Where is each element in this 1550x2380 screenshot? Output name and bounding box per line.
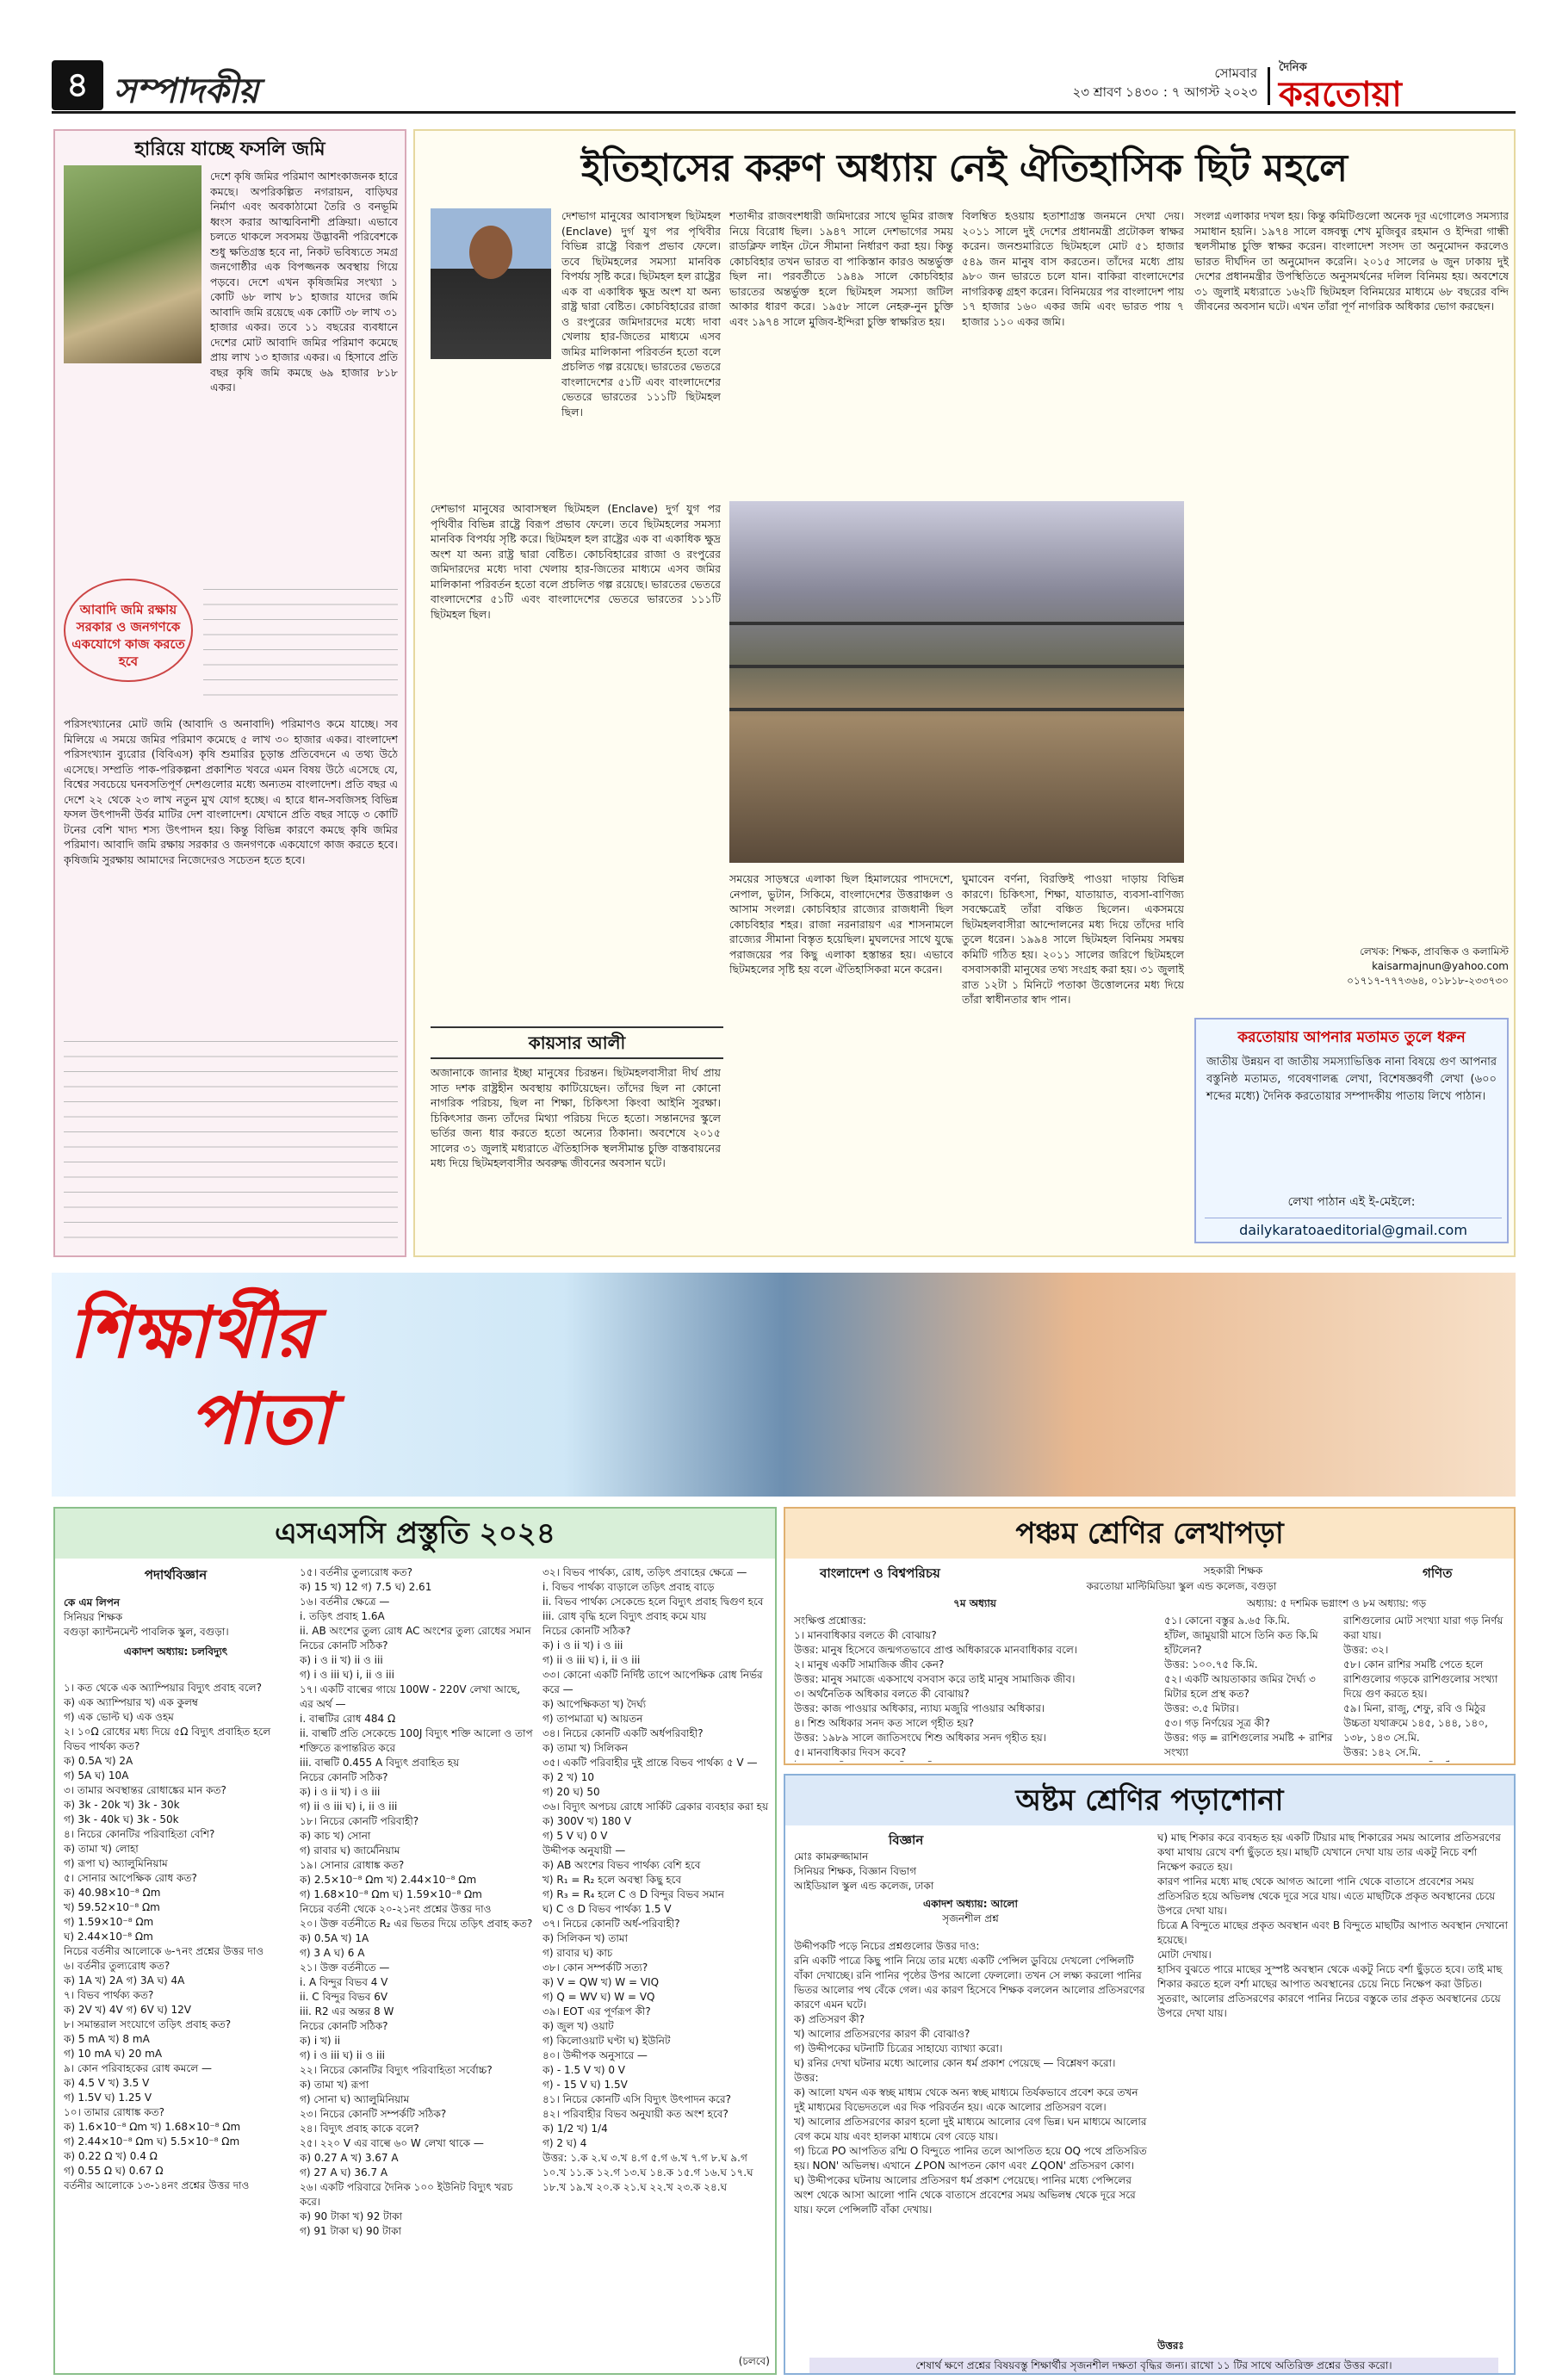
question-line: গ) 20 ঘ) 50	[542, 1786, 600, 1798]
ssc-teacher: কে এম লিপন	[64, 1596, 121, 1608]
question-line: ii. বিভব পার্থক্য সেকেন্ডে হলে বিদ্যুৎ প্রবাহ দ্বিগুণ হবে	[542, 1596, 764, 1608]
question-line: গ) 27 A ঘ) 36.7 A	[300, 2166, 388, 2179]
masthead-divider	[1268, 67, 1270, 105]
question-line: ৫১। কোনো বস্তুর ৯.৬৫ কি.মি.	[1164, 1615, 1290, 1627]
newspaper-logo	[1279, 61, 1511, 115]
question-line: i. বিভব পার্থক্য বাড়ালে তড়িৎ প্রবাহ বাড়ে	[542, 1581, 715, 1593]
question-line: রনি একটি পাত্রে কিছু পানি নিয়ে তার মধ্যে একটি পেন্সিল ডুবিয়ে দেখলো পেন্সিলটি বাঁকা দেখাচ্ছে। রনি পানির পৃষ্ঠের উপর আলো ফেললো। তখন সে লক্ষ্য করলো পানির ভিতর আলোর পথ বেঁকে গেল। এর কারণ হিসেবে শিক্ষক বললেন আলোর প্রতিসরণের কারণে এমন ঘটে।	[794, 1955, 1145, 2011]
question-line: ২৩। নিচের কোনটি সম্পর্কটি সঠিক?	[300, 2108, 447, 2120]
question-line: ৩। অর্থনৈতিক অধিকার বলতে কী বোঝায়?	[794, 1688, 970, 1700]
article-col1-top: দেশভাগ মানুষের আবাসস্থল ছিটমহল (Enclave) দুর্গ যুগ পর পৃথিবীর বিভিন্ন রাষ্ট্রে বিরূপ প্রভাব ফেলে। তবে ছিটমহলের সমস্যা মানবিক বিপর্যয় সৃষ্টি করে। ছিটমহল হল রাষ্ট্রের এক বা একাধিক ক্ষুদ্র অংশ যা অন্য রাষ্ট্র দ্বারা বেষ্টিত। কোচবিহারের রাজা ও রংপুরের জমিদারদের মধ্যে দাবা খেলায় হার-জিতের মাধ্যমে এসব জমির মালিকানা পরিবর্তন হতো বলে প্রচলিত গল্প রয়েছে। ভারতের ভেতরে বাংলাদেশের ৫১টি এবং বাংলাদেশের ভেতরে ভারতের ১১১টি ছিটমহল ছিল।	[561, 209, 721, 418]
feature-body-lines	[64, 1031, 398, 1250]
class-five-subject-left: বাংলাদেশ ও বিশ্বপরিচয়	[820, 1565, 940, 1581]
question-line: গ) এক ভোল্ট ঘ) এক ওহম	[64, 1711, 174, 1723]
question-line: ১৯। সোনার রোধাঙ্ক কত?	[300, 1859, 405, 1871]
question-line: ৮। সমান্তরাল সংযোগে তড়িৎ প্রবাহ কত?	[64, 2018, 232, 2030]
question-line: ক) 0.27 A খ) 3.67 A	[300, 2152, 399, 2164]
article-bottom-col1: সময়ের সাড়ম্বরে এলাকা ছিল হিমালয়ের পাদদেশে, নেপাল, ভুটান, সিকিমে, বাংলাদেশের উত্তরাঞ্চল ও আসাম সংলগ্ন। কোচবিহার রাজ্যের রাজধানী ছিল কোচবিহার শহর। রাজা নরনারায়ণ এর শাসনামলে রাজ্যের সীমানা বিস্তৃত হয়েছিল। মুঘলদের সাথে যুদ্ধে পরাজয়ের পর কিছু এলাকা হস্তান্তর হয়। এভাবে ছিটমহলের সৃষ্টি হয় বলে ঐতিহাসিকরা মনে করেন।	[729, 872, 953, 976]
ssc-title: এসএসসি প্রস্তুতি ২০২৪	[55, 1509, 775, 1559]
question-line: ৩৫। একটি পরিবাহীর দুই প্রান্তে বিভব পার্থক্য ৫ V —	[542, 1757, 758, 1769]
ssc-school: বগুড়া ক্যান্টনমেন্ট পাবলিক স্কুল, বগুড়া।	[64, 1626, 229, 1638]
class-five-title: পঞ্চম শ্রেণির লেখাপড়া	[785, 1509, 1514, 1559]
question-line: গ) 3 A ঘ) 6 A	[300, 1947, 365, 1959]
class-eight-school: আইডিয়াল স্কুল এন্ড কলেজ, ঢাকা	[794, 1880, 934, 1892]
question-line: কারণ পানির মধ্যে মাছ থেকে আগত আলো পানি থেকে বাতাসে প্রবেশের সময় প্রতিসরিত হয়ে অভিলম্ব থেকে দূরে সরে যায়। এতে মাছটিকে প্রকৃত অবস্থানের চেয়ে উপরে দেখা যায়।	[1157, 1875, 1496, 1917]
question-line: গ) 1.68×10⁻⁸ Ωm ঘ) 1.59×10⁻⁸ Ωm	[300, 1888, 482, 1900]
question-line: উত্তর: ৩.৫ মিটার।	[1164, 1702, 1239, 1714]
question-line: ১০। তামার রোধাঙ্ক কত?	[64, 2106, 164, 2118]
class-eight-left-column	[794, 1939, 1147, 2352]
question-line: উত্তর: মানুষ হিসেবে জন্মগতভাবে প্রাপ্ত অধিকারকে মানবাধিকার বলে।	[794, 1644, 1078, 1656]
author-name: কায়সার আলী	[431, 1026, 723, 1059]
class-eight-teacher-role: সিনিয়র শিক্ষক, বিজ্ঞান বিভাগ	[794, 1865, 917, 1877]
author-credit	[1194, 945, 1509, 989]
question-line: i. A বিন্দুর বিভব 4 V	[300, 1976, 388, 1988]
question-line: উত্তর: ১০০.৭৫ কি.মি.	[1164, 1658, 1258, 1670]
class-five-subject-right: গণিত	[1423, 1565, 1453, 1581]
question-line: গ) - 15 V ঘ) 1.5V	[542, 2079, 628, 2091]
question-line: গ) Q = WV ঘ) W = VQ	[542, 1991, 655, 2003]
question-line: ঘ) 2.44×10⁻⁸ Ωm	[64, 1931, 153, 1943]
question-line: ২৪। বিদ্যুৎ প্রবাহ কাকে বলে?	[300, 2123, 419, 2135]
class-five-right-column	[1164, 1614, 1336, 1762]
question-line: ২। মানুষ একটি সামাজিক জীব কেন?	[794, 1658, 945, 1670]
question-line: ১৫। বর্তনীর তুল্যরোধ কত?	[300, 1566, 413, 1578]
question-line: ক) 2.5×10⁻⁸ Ωm খ) 2.44×10⁻⁸ Ωm	[300, 1874, 477, 1886]
feature-body: পরিসংখ্যানের মোট জমি (আবাদি ও অনাবাদি) পরিমাণও কমে যাচ্ছে। সব মিলিয়ে এ সময়ে জমির পরিমাণ কমেছে ৫ লাখ ৩০ হাজার একর। বাংলাদেশ পরিসংখ্যান ব্যুরোর (বিবিএস) কৃষি শুমারির চূড়ান্ত প্রতিবেদনে এ তথ্য উঠে এসেছে। সম্প্রতি পাক-পরিকল্পনা প্রকাশিত খবরে এমন বিষয় উঠে এসেছে যে, বিশ্বের সবচেয়ে ঘনবসতিপূর্ণ দেশগুলোর মধ্যে অন্যতম বাংলাদেশ। প্রতি বছর এ দেশে ২২ থেকে ২৩ লাখ নতুন মুখ যোগ হচ্ছে। এ হারে ধান-সবজিসহ বিভিন্ন ফসল উৎপাদনী উর্বর মাটির দেশ বাংলাদেশ। যেখানে প্রতি বছর সাড়ে ৩ কোটি টনের বেশি খাদ্য শস্য উৎপাদন হয়। কিন্তু বিভিন্ন কারণে কমছে কৃষি জমির পরিমাণ। আবাদি জমি রক্ষায় সরকার ও জনগণকে একযোগে কাজ করতে হবে। কৃষিজমি সুরক্ষায় আমাদের নিজেদেরও সচেতন হতে হবে।	[64, 717, 398, 866]
feature-intro: দেশে কৃষি জমির পরিমাণ আশংকাজনক হারে কমছে। অপরিকল্পিত নগরায়ন, বাড়িঘর নির্মাণ এবং অবকাঠামো তৈরি ও বনভূমি ধ্বংস করার আত্মবিনাশী প্রক্রিয়া। এভাবে চলতে থাকলে সবসময় উদ্ভাবনী পরিবেশকে শুধু ক্ষতিগ্রস্ত হবে না, নিকট ভবিষ্যতে সমগ্র জনগোষ্ঠীর এক বিপজ্জনক অবস্থায় গিয়ে পড়বে। দেশে এখন কৃষিজমির সংখ্যা ১ কোটি ৬৮ লাখ ৮১ হাজার যাদের জমি আবাদি জমি রয়েছে এক কোটি ৩৮ লাখ ৩১ হাজার একর। তবে ১১ বছরের ব্যবধানে দেশের মোট আবাদি জমির পরিমাণ কমেছে প্রায় লাখ ১৩ হাজার একর। এ হিসাবে প্রতি বছর কৃষি জমি কমছে ৬৯ হাজার ৮১৮ একর।	[210, 170, 398, 394]
ssc-byline	[64, 1565, 288, 1659]
question-line: ক) 2V খ) 4V গ) 6V ঘ) 12V	[64, 2004, 191, 2016]
question-line: রাশিগুলোর মোট সংখ্যা যারা গড় নির্ণয় করা যায়।	[1343, 1615, 1504, 1641]
article-col1-bottom: অজানাকে জানার ইচ্ছা মানুষের চিরন্তন। ছিটমহলবাসীরা দীর্ঘ প্রায় সাত দশক রাষ্ট্রহীন অবস্থায় কাটিয়েছেন। তাঁদের ছিল না কোনো নাগরিক পরিচয়, ছিল না শিক্ষা, চিকিৎসা কিংবা আইনি সুরক্ষা। চিকিৎসার জন্য তাঁদের মিথ্যা পরিচয় দিতে হতো। সন্তানদের স্কুলে ভর্তির জন্য ধার করতে হতো অন্যের ঠিকানা। অবশেষে ২০১৫ সালের ৩১ জুলাই মধ্যরাতে ঐতিহাসিক স্থলসীমান্ত চুক্তি বাস্তবায়নের মধ্য দিয়ে ছিটমহলবাসীর অবরুদ্ধ জীবনের অবসান ঘটে।	[431, 1066, 721, 1169]
class-eight-title: অষ্টম শ্রেণির পড়াশোনা	[785, 1776, 1514, 1825]
question-line: ক) 1.6×10⁻⁸ Ωm খ) 1.68×10⁻⁸ Ωm	[64, 2121, 241, 2133]
question-line: ৩। তামার অবস্থান্তর রোধাঙ্কের মান কত?	[64, 1784, 226, 1796]
question-line: গ) 2 ঘ) 4	[542, 2137, 587, 2149]
question-line: ২। ১০Ω রোধের মধ্য দিয়ে ৫Ω বিদ্যুৎ প্রবাহিত হলে বিভব পার্থক্য কত?	[64, 1726, 271, 1752]
question-line: ক) 1/2 খ) 1/4	[542, 2123, 608, 2135]
question-line: গ) তাপমাত্রা ঘ) আয়তন	[542, 1713, 643, 1725]
feature-title: হারিয়ে যাচ্ছে ফসলি জমি	[134, 139, 326, 160]
question-line: গ) রাবার ঘ) জার্মেনিয়াম	[300, 1844, 400, 1856]
ssc-preparation-section	[53, 1507, 777, 2375]
question-line: ঘ) উদ্দীপকের ঘটনায় আলোর প্রতিসরণ ধর্ম প্রকাশ পেয়েছে। পানির মধ্যে পেন্সিলের অংশ থেকে আসা আলো পানি থেকে বাতাসে প্রবেশের সময় অভিলম্ব থেকে দূরে সরে যায়। ফলে পেন্সিলটি বাঁকা দেখায়।	[794, 2174, 1136, 2216]
question-line: নিচের কোনটি সঠিক?	[300, 2020, 388, 2032]
main-article	[413, 129, 1516, 1257]
question-line: গ) কিলোওয়াট ঘণ্টা ঘ) ইউনিট	[542, 2035, 671, 2047]
question-line: ক) V = QW খ) W = VIQ	[542, 1976, 660, 1988]
question-line: নিচের বর্তনীর আলোকে ৬-৭নং প্রশ্নের উত্তর দাও	[64, 1945, 264, 1957]
class-eight-right-column	[1157, 1831, 1509, 2347]
fence-wire	[729, 622, 1184, 625]
class-eight-chapter: একাদশ অধ্যায়: আলো	[923, 1898, 1018, 1910]
class-eight-answer-label: উত্তরঃ	[1157, 2340, 1184, 2352]
article-col4: সংলগ্ন এলাকার দখল হয়। কিন্তু কমিটিগুলো অনেক দূর এগোলেও সমস্যার সমাধান হয়নি। ১৯৭৪ সালে বঙ্গবন্ধু শেখ মুজিবুর রহমান ও ইন্দিরা গান্ধী স্থলসীমান্ত চুক্তি স্বাক্ষর করেন। বাংলাদেশ সংসদ তা অনুমোদন করলেও ভারত দীর্ঘদিন তা অনুমোদন করেনি। ২০১৫ সালের ৬ জুন ঢাকায় দুই দেশের প্রধানমন্ত্রীর উপস্থিতিতে অনুসমর্থনের দলিল বিনিময় হয়। অবশেষে ৩১ জুলাই মধ্যরাতে ১৬২টি ছিটমহল বিনিময়ের মাধ্যমে ৬৮ বছরের বন্দি জীবনের অবসান ঘটে। এখন তাঁরা পূর্ণ নাগরিক অধিকার ভোগ করছেন।	[1194, 209, 1509, 313]
question-line: ii. AB অংশের তুল্য রোধ AC অংশের তুল্য রোধের সমান	[300, 1625, 531, 1637]
masthead	[52, 60, 1516, 114]
author-email: kaisarmajnun@yahoo.com	[1372, 960, 1509, 972]
class-eight-part: সৃজনশীল প্রশ্ন	[942, 1912, 999, 1924]
question-line: iii. রোধ বৃদ্ধি হলে বিদ্যুৎ প্রবাহ কমে যায়	[542, 1610, 707, 1622]
feature-filler	[203, 579, 398, 708]
question-line: ৬। বর্তনীর তুল্যরোধ কত?	[64, 1960, 170, 1972]
question-line: সংক্ষিপ্ত প্রশ্নোত্তর:	[794, 1615, 866, 1627]
question-line: ৭। বিভব পার্থক্য কত?	[64, 1989, 154, 2001]
question-line: ক) 0.22 Ω খ) 0.4 Ω	[64, 2150, 158, 2162]
question-line: ক) সিলিকন খ) তামা	[542, 1932, 629, 1944]
question-line: ক) i ও ii খ) i ও iii	[542, 1639, 623, 1652]
class-eight-subject: বিজ্ঞান	[889, 1832, 924, 1848]
class-five-chapter-right: অধ্যায়: ৫ দশমিক ভগ্নাংশ ও ৮ম অধ্যায়: গড়	[1246, 1597, 1427, 1609]
class-five-right-column-2	[1343, 1614, 1510, 1762]
question-line: উত্তর: ১.ক ২.ঘ ৩.খ ৪.গ ৫.গ ৬.খ ৭.গ ৮.ঘ ৯.গ ১০.খ ১১.ক ১২.গ ১৩.ঘ ১৪.ক ১৫.গ ১৬.ঘ ১৭.ঘ ১৮.খ ১৯.খ ২০.ক ২১.ঘ ২২.খ ২৩.ক ২৪.ঘ	[542, 2152, 753, 2193]
question-line: ক) 0.5A খ) 2A	[64, 1755, 133, 1767]
banner-title-line1: শিক্ষার্থীর	[69, 1292, 313, 1374]
question-line: গ) 91 টাকা ঘ) 90 টাকা	[300, 2225, 402, 2237]
class-eight-teacher: মোঃ কামরুজ্জামান	[794, 1850, 869, 1862]
question-line: ক) 15 খ) 12 গ) 7.5 ঘ) 2.61	[300, 1581, 432, 1593]
question-line: গ) উদ্দীপকের ঘটনাটি চিত্রের সাহায্যে ব্যাখ্যা করো।	[794, 2042, 1003, 2055]
question-line: ৫৮। কোন রাশির সমষ্টি পেতে হলে রাশিগুলোর গড়কে রাশিগুলোর সংখ্যা দিয়ে গুণ করতে হয়।	[1343, 1658, 1498, 1700]
question-line: ২০। উক্ত বর্তনীতে R₂ এর ভিতর দিয়ে তড়িৎ প্রবাহ কত?	[300, 1918, 533, 1930]
question-line: গ) i ও iii ঘ) ii ও iii	[300, 2049, 386, 2061]
question-line: হাসিব বুঝতে পারে মাছের সুস্পষ্ট অবস্থান থেকে একটু নিচে বর্শা ছুঁড়তে হবে। তাই মাছ শিকার করতে হলে বর্শা মাছের আপাত অবস্থানের চেয়ে নিচে নিক্ষেপ করা উচিত।	[1157, 1963, 1503, 1990]
question-line: iii. বাল্বটি 0.455 A বিদ্যুৎ প্রবাহিত হয়	[300, 1757, 460, 1769]
question-line: ক) জুল খ) ওয়াট	[542, 2020, 614, 2032]
article-col1-mid	[431, 501, 721, 1018]
question-line: ৪২। পরিবাহীর বিভব অনুযায়ী কত অংশ হবে?	[542, 2108, 728, 2120]
question-line: ৩৯। EOT এর পূর্ণরূপ কী?	[542, 2005, 651, 2017]
question-line: উত্তর:	[794, 2072, 819, 2084]
class-five-section	[784, 1507, 1516, 1765]
question-line: ২১। উক্ত বর্তনীতে —	[300, 1962, 390, 1974]
promo-title: করতোয়ায় আপনার মতামত তুলে ধরুন	[1237, 1029, 1466, 1046]
class-five-school: করতোয়া মাল্টিমিডিয়া স্কুল এন্ড কলেজ, বগুড়া	[1086, 1580, 1277, 1592]
question-line: বর্তনীর আলোকে ১৩-১৪নং প্রশ্নের উত্তর দাও	[64, 2179, 250, 2191]
question-line: ১৬। বর্তনীর ক্ষেত্রে —	[300, 1596, 390, 1608]
question-line: ২৬। একটি পরিবারে দৈনিক ১০০ ইউনিট বিদ্যুৎ খরচ করে।	[300, 2181, 513, 2208]
question-line: ৫২। একটি আয়তাকার জমির দৈর্ঘ্য ৩ মিটার হলে প্রস্থ কত?	[1164, 1673, 1316, 1700]
promo-email-link[interactable]: dailykaratoaeditorial@gmail.com	[1205, 1218, 1502, 1238]
question-line: ক) 1A খ) 2A গ) 3A ঘ) 4A	[64, 1974, 185, 1986]
question-line: ক) এক অ্যাম্পিয়ার খ) এক কুলম্ব	[64, 1696, 199, 1708]
section-title	[114, 64, 398, 110]
question-line: ৪১। নিচের কোনটি এসি বিদ্যুৎ উৎপাদন করে?	[542, 2093, 731, 2105]
question-line: ৫৯। মিনা, রাজু, শেফু, রবি ও মিঠুর উচ্চতা যথাক্রমে ১৪৫, ১৪৪, ১৪০, ১৩৮, ১৪৩ সে.মি.	[1343, 1702, 1488, 1744]
question-line: গ) সোনা ঘ) অ্যালুমিনিয়াম	[300, 2093, 410, 2105]
question-line: ঘ) রনির দেখা ঘটনার মধ্যে আলোর কোন ধর্ম প্রকাশ পেয়েছে — বিশ্লেষণ করো।	[794, 2057, 1116, 2069]
author-face	[469, 226, 512, 279]
class-five-teacher: সহকারী শিক্ষক	[1203, 1565, 1263, 1577]
question-line: গ) ii ও iii ঘ) i, ii ও iii	[542, 1654, 641, 1666]
border-fence-photo	[729, 501, 1184, 863]
article-col1-mid-text: দেশভাগ মানুষের আবাসস্থল ছিটমহল (Enclave) দুর্গ যুগ পর পৃথিবীর বিভিন্ন রাষ্ট্রে বিরূপ প্রভাব ফেলে। তবে ছিটমহলের সমস্যা মানবিক বিপর্যয় সৃষ্টি করে। ছিটমহল হল রাষ্ট্রের এক বা একাধিক ক্ষুদ্র অংশ যা অন্য রাষ্ট্র দ্বারা বেষ্টিত। কোচবিহারের রাজা ও রংপুরের জমিদারদের মধ্যে দাবা খেলায় হার-জিতের মাধ্যমে এসব জমির মালিকানা পরিবর্তন হতো বলে প্রচলিত গল্প রয়েছে। ভারতের ভেতরে বাংলাদেশের ৫১টি এবং বাংলাদেশের ভেতরে ভারতের ১১১টি ছিটমহল ছিল।	[431, 502, 721, 621]
question-line: খ) R₁ = R₂ হলে অবস্থা কিছু হবে	[542, 1874, 682, 1886]
banner-title	[69, 1290, 499, 1479]
author-credit-line: লেখক: শিক্ষক, প্রাবন্ধিক ও কলামিস্ট	[1360, 945, 1509, 958]
farmers-photo	[64, 165, 202, 363]
question-line: ii. C বিন্দুর বিভব 6V	[300, 1991, 388, 2003]
banner-title-line2: পাতা	[189, 1378, 332, 1460]
class-five-chapter-left: ৭ম অধ্যায়	[953, 1597, 996, 1609]
class-five-left-column	[794, 1614, 1156, 1762]
question-line: উত্তর: কাজ পাওয়ার অধিকার, ন্যায্য মজুরি পাওয়ার অধিকার।	[794, 1702, 1045, 1714]
question-line: ঘ) মাছ শিকার করে ব্যবহৃত হয় একটি টিয়ার মাছ শিকারের সময় আলোর প্রতিসরণের কথা মাথায় রেখে বর্শা ছুঁড়তে হয়। মাছটি যেখানে দেখা যায় তার একটু নিচে বর্শা নিক্ষেপ করতে হয়।	[1157, 1831, 1501, 1873]
question-line	[1343, 1760, 1510, 1762]
ssc-column-1	[64, 1681, 289, 2370]
question-line: ২৫। ২২০ V এর বাল্বে ৬০ W লেখা থাকে —	[300, 2137, 484, 2149]
question-line: ক) 40.98×10⁻⁸ Ωm	[64, 1887, 161, 1899]
fence-wire-2	[729, 665, 1184, 668]
question-line: ৫। মানবাধিকার দিবস কবে?	[794, 1746, 907, 1758]
ssc-subject: পদার্থবিজ্ঞান	[144, 1567, 208, 1583]
question-line: ক) 300V খ) 180 V	[542, 1815, 632, 1827]
question-line: ১৭। একটি বাল্বের গায়ে 100W - 220V লেখা আছে, এর অর্থ —	[300, 1683, 521, 1710]
ssc-chapter: একাদশ অধ্যায়: চলবিদ্যুৎ	[123, 1646, 228, 1658]
question-line	[794, 1760, 1156, 1762]
day-label: সোমবার	[1214, 65, 1257, 81]
question-line: ii. বাল্বটি প্রতি সেকেন্ডে 100J বিদ্যুৎ শক্তি আলো ও তাপ শক্তিতে রূপান্তরিত করে	[300, 1727, 533, 1754]
question-line: ক) 2 খ) 10	[542, 1771, 594, 1783]
question-line: সুতরাং, আলোর প্রতিসরণের কারণে পানির নিচের বস্তুকে তার প্রকৃত অবস্থানের চেয়ে উপরে দেখা যায়।	[1157, 1993, 1501, 2019]
question-line: নিচের কোনটি সঠিক?	[300, 1639, 388, 1652]
question-line: চিত্রে A বিন্দুতে মাছের প্রকৃত অবস্থান এবং B বিন্দুতে মাছটির আপাত অবস্থান দেখানো হয়েছে।	[1157, 1919, 1508, 1946]
question-line: ঘ) C ও D বিভব পার্থক্য 1.5 V	[542, 1903, 672, 1915]
question-line: খ) আলোর প্রতিসরণের কারণ হলো দুই মাধ্যমে আলোর বেগ ভিন্ন। ঘন মাধ্যমে আলোর বেগ কমে যায় এবং হালকা মাধ্যমে বেগ বেড়ে যায়।	[794, 2116, 1147, 2142]
question-line: নিচের কোনটি সঠিক?	[300, 1771, 388, 1783]
question-line: গ) রূপা ঘ) অ্যালুমিনিয়াম	[64, 1857, 168, 1869]
question-line: i. তড়িৎ প্রবাহ 1.6A	[300, 1610, 385, 1622]
question-line: গ) 0.55 Ω ঘ) 0.67 Ω	[64, 2165, 164, 2177]
question-line: ক) তামা খ) রূপা	[300, 2079, 369, 2091]
question-line: ক) প্রতিসরণ কী?	[794, 2013, 865, 2025]
question-line: ক) i ও ii খ) i ও iii	[300, 1786, 381, 1798]
question-line: ক) i ও ii খ) ii ও iii	[300, 1654, 383, 1666]
promo-text: জাতীয় উন্নয়ন বা জাতীয় সমস্যাভিত্তিক নানা বিষয়ে গুণ আপনার বস্তুনিষ্ঠ মতামত, গবেষণালব্ধ লেখা, বিশেষজ্ঞবর্গী লেখা (৬০০ শব্দের মধ্যে) দৈনিক করতোয়ার সম্পাদকীয় পাতায় লিখে পাঠান।	[1206, 1056, 1497, 1103]
question-line: গ) রাবার ঘ) কাচ	[542, 1947, 613, 1959]
question-line: উত্তর: ৩২।	[1343, 1644, 1389, 1656]
promo-send-label: লেখা পাঠান এই ই-মেইলে:	[1287, 1195, 1416, 1209]
question-line: ৫৩। গড় নির্ণয়ের সূত্র কী?	[1164, 1717, 1270, 1729]
question-line: ৪। নিচের কোনটির পরিবাহিতা বেশি?	[64, 1828, 215, 1840]
question-line: ক) আপেক্ষিকতা খ) দৈর্ঘ্য	[542, 1698, 647, 1710]
question-line: গ) 2.44×10⁻⁸ Ωm ঘ) 5.5×10⁻⁸ Ωm	[64, 2135, 240, 2148]
question-line: ৩৭। নিচের কোনটি অর্ধ-পরিবাহী?	[542, 1918, 680, 1930]
author-portrait	[431, 208, 551, 359]
question-line: খ) আলোর প্রতিসরণের কারণ কী বোঝাও?	[794, 2028, 970, 2040]
question-line: ৫। সোনার আপেক্ষিক রোধ কত?	[64, 1872, 197, 1884]
date-label: ২৩ শ্রাবণ ১৪৩০ : ৭ আগস্ট ২০২৩	[1072, 84, 1257, 100]
question-line: ক) - 1.5 V খ) 0 V	[542, 2064, 625, 2076]
question-line: নিচের বর্তনী থেকে ২০-২১নং প্রশ্নের উত্তর দাও	[300, 1903, 492, 1915]
question-line: ১৮। নিচের কোনটি পরিবাহী?	[300, 1815, 419, 1827]
question-line: ৩৬। বিদ্যুৎ অপচয় রোধে সার্কিট ব্রেকার ব্যবহার করা হয়	[542, 1800, 769, 1813]
question-line: গ) 5A ঘ) 10A	[64, 1770, 129, 1782]
question-line: ক) i খ) ii	[300, 2035, 341, 2047]
article-bottom-col2: ঘুমাবেন বর্ণনা, বিরক্তিই পাওয়া দাড়ায় বিভিন্ন কারণে। চিকিৎসা, শিক্ষা, যাতায়াত, ব্যবসা-বাণিজ্য সবক্ষেত্রেই তাঁরা বঞ্চিত ছিলেন। একসময়ে ছিটমহলবাসীরা আন্দোলনের মধ্য দিয়ে তাঁদের দাবি তুলে ধরেন। ১৯৯৪ সালে ছিটমহল বিনিময় সমন্বয় কমিটি গঠিত হয়। ২০১১ সালের জরিপে ছিটমহলে বসবাসকারী মানুষের তথ্য সংগ্রহ করা হয়। ৩১ জুলাই রাত ১২টা ১ মিনিটে পতাকা উত্তোলনের মধ্য দিয়ে তাঁরা স্বাধীনতার স্বাদ পান।	[962, 872, 1184, 1006]
question-line: গ) 1.59×10⁻⁸ Ωm	[64, 1916, 154, 1928]
question-line: নিচের কোনটি সঠিক?	[542, 1625, 631, 1637]
page-number: ৪	[52, 60, 103, 110]
class-eight-section	[784, 1774, 1516, 2375]
ssc-teacher-role: সিনিয়র শিক্ষক	[64, 1611, 123, 1623]
question-line: ৩৩। কোনো একটি নির্দিষ্ট তাপে আপেক্ষিক রোধ নির্ভর করে —	[542, 1669, 763, 1695]
question-line	[1164, 1760, 1336, 1762]
students-page-banner	[52, 1273, 1516, 1497]
question-line: i. বাল্বটির রোধ 484 Ω	[300, 1713, 396, 1725]
question-line: মোটা দেখায়।	[1157, 1949, 1212, 1961]
ssc-column-2	[300, 1565, 534, 2366]
opinion-promo-box	[1194, 1018, 1509, 1243]
question-line: উত্তর: গড় = রাশিগুলোর সমষ্টি ÷ রাশির সংখ্যা	[1164, 1732, 1333, 1758]
question-line: গ) 5 V ঘ) 0 V	[542, 1830, 608, 1842]
class-eight-byline	[794, 1850, 1147, 1926]
question-line: ক) 4.5 V খ) 3.5 V	[64, 2077, 150, 2089]
question-line: ৪। শিশু অধিকার সনদ কত সালে গৃহীত হয়?	[794, 1717, 974, 1729]
ssc-column-3	[542, 1565, 772, 2349]
ssc-continued-note: (চলবে)	[738, 2355, 770, 2367]
question-line: ৩৮। কোন সম্পর্কটি সত্য?	[542, 1962, 648, 1974]
question-line: ক) 0.5A খ) 1A	[300, 1932, 369, 1944]
article-col2: শতাব্দীর রাজবংশধারী জমিদারের সাথে ভূমির রাজস্ব নিয়ে বিরোধ ছিল। ১৯৪৭ সালে দেশভাগের সময় রাডক্লিফ লাইন টেনে সীমানা নির্ধারণ করা হয়। কিন্তু কোচবিহার তখন ভারত বা পাকিস্তান কারও অন্তর্ভুক্ত ছিল না। পরবর্তীতে ১৯৪৯ সালে কোচবিহার ভারতের অন্তর্ভুক্ত হলে ছিটমহল সমস্যা জটিল আকার ধারণ করে। ১৯৫৮ সালে নেহরু-নুন চুক্তি এবং ১৯৭৪ সালে মুজিব-ইন্দিরা চুক্তি স্বাক্ষরিত হয়।	[729, 209, 953, 328]
question-line: ক) 5 mA খ) 8 mA	[64, 2033, 150, 2045]
question-line: উত্তর: মানুষ সমাজে একসাথে বসবাস করে তাই মানুষ সামাজিক জীব।	[794, 1673, 1076, 1685]
question-line: উদ্দীপক অনুযায়ী —	[542, 1844, 626, 1856]
question-line: হাঁটল, জামুয়ারী মাসে তিনি কত কি.মি হাঁটলেন?	[1164, 1629, 1318, 1656]
question-line: ক) 3k - 20k খ) 3k - 30k	[64, 1799, 180, 1811]
question-line: গ) 3k - 40k ঘ) 3k - 50k	[64, 1813, 179, 1825]
question-line: গ) 10 mA ঘ) 20 mA	[64, 2048, 163, 2060]
question-line: ক) 90 টাকা খ) 92 টাকা	[300, 2210, 403, 2222]
fence-wire-3	[729, 708, 1184, 711]
article-col3: বিলম্বিত হওয়ায় হতাশাগ্রস্ত জনমনে দেখা দেয়। ২০১১ সালে দুই দেশের প্রধানমন্ত্রী প্রটোকল স্বাক্ষর করেন। জনশুমারিতে ছিটমহলে মোট ৫১ হাজার ৫৪৯ জন মানুষ বাস করতেন। তাঁদের মধ্যে প্রায় ৯৮০ জন ভারতে চলে যান। বাকিরা বাংলাদেশের নাগরিকত্ব গ্রহণ করেন। বিনিময়ের পর বাংলাদেশ পায় ১৭ হাজার ১৬০ একর জমি এবং ভারত পায় ৭ হাজার ১১০ একর জমি।	[962, 209, 1184, 328]
question-line: ক) AB অংশের বিভব পার্থক্য বেশি হবে	[542, 1859, 701, 1871]
question-line: ১। মানবাধিকার বলতে কী বোঝায়?	[794, 1629, 937, 1641]
question-line: iii. R2 এর অন্তর 8 W	[300, 2005, 394, 2017]
author-phone: ০১৭১৭-৭৭৭৩৬৪, ০১৮১৮-২৩৩৭৩০	[1347, 975, 1509, 987]
newspaper-name: করতোয়া	[1279, 74, 1402, 115]
question-line: ক) কাচ খ) সোনা	[300, 1830, 371, 1842]
question-line: ২২। নিচের কোনটির বিদ্যুৎ পরিবাহিতা সর্বোচ্চ?	[300, 2064, 493, 2076]
question-line: উত্তর: ১৪২ সে.মি.	[1343, 1746, 1422, 1758]
question-line: গ) R₃ = R₄ হলে C ও D বিন্দুর বিভব সমান	[542, 1888, 724, 1900]
question-line: ক) আলো যখন এক স্বচ্ছ মাধ্যম থেকে অন্য স্বচ্ছ মাধ্যমে তির্যকভাবে প্রবেশ করে তখন দুই মাধ্যমের বিভেদতলে এর দিক পরিবর্তন হয়। একে আলোর প্রতিসরণ বলে।	[794, 2086, 1138, 2113]
question-line: গ) ii ও iii ঘ) i, ii ও iii	[300, 1800, 398, 1813]
question-line: ৩২। বিভব পার্থক্য, রোধ, তড়িৎ প্রবাহের ক্ষেত্রে —	[542, 1566, 747, 1578]
question-line: উত্তর: ১৯৮৯ সালে জাতিসংঘে শিশু অধিকার সনদ গৃহীত হয়।	[794, 1732, 1046, 1744]
question-line: গ) i ও iii ঘ) i, ii ও iii	[300, 1669, 394, 1681]
section-title-text: সম্পাদকীয়	[114, 71, 259, 111]
question-line: উদ্দীপকটি পড়ে নিচের প্রশ্নগুলোর উত্তর দাও:	[794, 1940, 980, 1952]
question-line: ৪০। উদ্দীপক অনুসারে —	[542, 2049, 648, 2061]
question-line: ৯। কোন পরিবাহকের রোধ কমলে —	[64, 2062, 213, 2074]
question-line: গ) চিত্রে PO আপতিত রশ্মি O বিন্দুতে পানির তলে আপতিত হয়ে OQ পথে প্রতিসরিত হয়। NON' অভিলম্ব। এখানে ∠PON আপতন কোণ এবং ∠QON' প্রতিসরণ কোণ।	[794, 2145, 1147, 2172]
dateline	[939, 62, 1257, 100]
question-line: ক) তামা খ) সিলিকন	[542, 1742, 629, 1754]
question-line: গ) 1.5V ঘ) 1.25 V	[64, 2092, 152, 2104]
editorial-left-feature	[53, 129, 406, 1257]
question-line: খ) 59.52×10⁻⁸ Ωm	[64, 1901, 160, 1913]
newspaper-prefix: দৈনিক	[1279, 61, 1307, 74]
question-line: ক) তামা খ) লোহা	[64, 1843, 139, 1855]
question-line: ১। কত থেকে এক অ্যাম্পিয়ার বিদ্যুৎ প্রবাহ বলে?	[64, 1682, 262, 1694]
article-headline: ইতিহাসের করুণ অধ্যায় নেই ঐতিহাসিক ছিট মহলে	[580, 146, 1348, 190]
feature-pullquote: আবাদি জমি রক্ষায় সরকার ও জনগণকে একযোগে কাজ করতে হবে	[64, 579, 193, 682]
class-eight-footer-note: শেষার্থ ক্ষণে প্রশ্নের বিষয়বস্তু শিক্ষার্থীর সৃজনশীল দক্ষতা বৃদ্ধির জন্য। রাখো ১১ টির সাথে অতিরিক্ত প্রশ্নের উত্তর করো।	[809, 2358, 1498, 2373]
question-line: ৩৪। নিচের কোনটি একটি অর্ধপরিবাহী?	[542, 1727, 704, 1739]
